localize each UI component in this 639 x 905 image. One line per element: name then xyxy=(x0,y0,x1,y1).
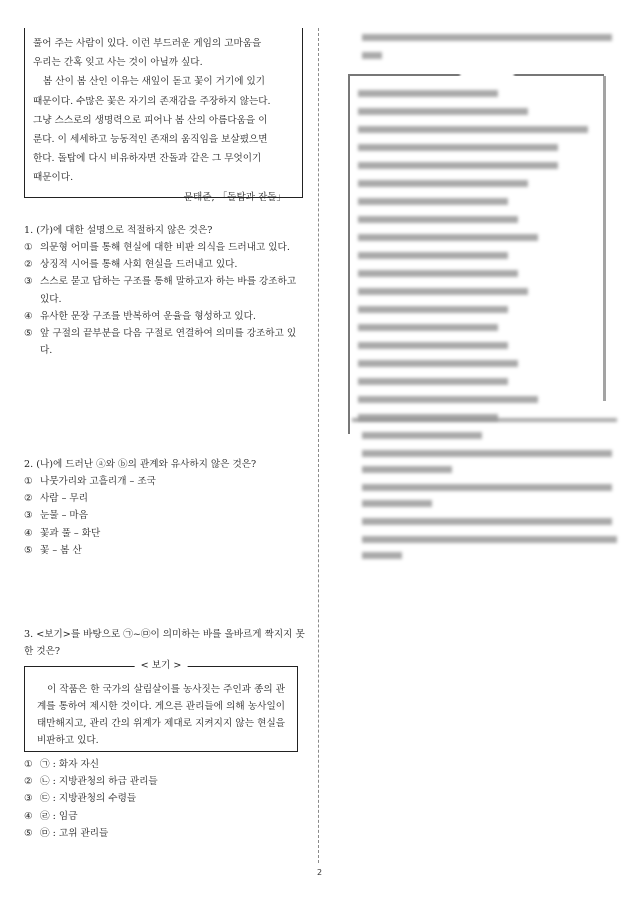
question-2-title: 2. (나)에 드러난 ⓐ와 ⓑ의 관계와 유사하지 않은 것은? xyxy=(24,459,257,470)
choice-text: 스스로 묻고 답하는 구조를 통해 말하고자 하는 바를 강조하고 있다. xyxy=(40,276,297,305)
column-divider xyxy=(318,28,319,863)
choice-text: 앞 구절의 끝부분을 다음 구절로 연결하여 의미를 강조하고 있다. xyxy=(40,328,297,357)
choice-number: ① xyxy=(24,242,33,253)
choice-item[interactable] xyxy=(24,325,306,359)
question-3 xyxy=(24,626,306,660)
passage-line: 그냥 스스로의 생명력으로 피어나 봄 산의 아름다움을 이 xyxy=(33,114,268,126)
redacted-box-label xyxy=(460,69,514,81)
redacted-line xyxy=(358,252,508,259)
redacted-line xyxy=(362,552,402,559)
choice-number: ③ xyxy=(24,276,33,288)
redacted-line xyxy=(358,270,518,277)
choice-text: ㉢ : 지방관청의 수령들 xyxy=(40,793,137,805)
choice-number: ④ xyxy=(24,810,33,822)
choice-item[interactable] xyxy=(24,273,306,307)
choice-item[interactable] xyxy=(24,239,306,256)
passage-line: 풀어 주는 사람이 있다. 이런 부드러운 게임의 고마움을 xyxy=(33,38,262,49)
choice-item[interactable] xyxy=(24,542,306,559)
redacted-line xyxy=(358,396,538,403)
choice-text: ㉠ : 화자 자신 xyxy=(40,759,100,770)
choice-text: 의문형 어미를 통해 현실에 대한 비판 의식을 드러내고 있다. xyxy=(40,242,290,253)
choice-item[interactable] xyxy=(24,525,306,542)
choice-number: ④ xyxy=(24,310,33,322)
redacted-line xyxy=(362,450,612,457)
redacted-line xyxy=(358,288,528,295)
choice-item[interactable] xyxy=(24,490,306,507)
choice-item[interactable] xyxy=(24,473,306,490)
choice-item[interactable] xyxy=(24,507,306,524)
redacted-line xyxy=(358,342,508,349)
redacted-line xyxy=(358,306,508,313)
choice-item[interactable] xyxy=(24,308,306,325)
choice-item[interactable] xyxy=(24,756,306,773)
choice-item[interactable] xyxy=(24,790,306,807)
redacted-line xyxy=(362,466,452,473)
redacted-line xyxy=(362,432,482,439)
choice-text: 눈물 – 마음 xyxy=(40,510,88,522)
redacted-line xyxy=(362,484,612,491)
choice-number: ③ xyxy=(24,510,33,522)
choice-item[interactable] xyxy=(24,256,306,273)
passage-line: 봄 산이 봄 산인 이유는 새잎이 돋고 꽃이 거기에 있기 xyxy=(43,76,266,88)
choice-number: ② xyxy=(24,493,33,505)
redacted-line xyxy=(358,360,518,367)
redacted-line xyxy=(362,536,617,543)
passage-line: 한다. 돌탑에 다시 비유하자면 잔돌과 같은 그 무엇이기 xyxy=(33,153,262,165)
redacted-line xyxy=(358,180,528,187)
choice-number: ① xyxy=(24,476,33,487)
passage-source: – 문태준, 「돌탑과 잔돌」 – xyxy=(175,191,294,203)
redacted-line xyxy=(362,34,612,41)
choice-text: 꽃 – 봄 산 xyxy=(40,544,82,556)
choice-item[interactable] xyxy=(24,808,306,825)
choice-number: ③ xyxy=(24,793,33,805)
choice-text: 꽃과 풀 – 화단 xyxy=(40,527,101,539)
redacted-line xyxy=(358,144,558,151)
redacted-line xyxy=(362,500,432,507)
choice-item[interactable] xyxy=(24,773,306,790)
question-1-title: 1. (가)에 대한 설명으로 적절하지 않은 것은? xyxy=(24,225,213,236)
redacted-line xyxy=(352,418,617,422)
redacted-line xyxy=(358,198,508,205)
choice-number: ⑤ xyxy=(24,827,33,839)
choice-text: 상징적 시어를 통해 사회 현실을 드러내고 있다. xyxy=(40,259,238,271)
choice-number: ⑤ xyxy=(24,328,33,340)
redacted-line xyxy=(358,162,558,169)
choice-text: ㉡ : 지방관청의 하급 관리들 xyxy=(40,776,158,788)
choice-number: ⑤ xyxy=(24,544,33,556)
redacted-line xyxy=(358,324,498,331)
choice-number: ① xyxy=(24,759,33,770)
redacted-line xyxy=(358,108,528,115)
choice-text: 사람 – 무리 xyxy=(40,493,88,505)
bogi-text: 이 작품은 한 국가의 살림살이를 농사짓는 주인과 종의 관계를 통하여 제시한 것이다. 게으른 관리들에 의해 농사일이 태만해지고, 관리 간의 위계가 제대로 지켜지지 않는 현실을 비판하고 있다. xyxy=(37,684,285,746)
choice-number: ② xyxy=(24,776,33,788)
passage-line: 때문이다. xyxy=(33,172,74,184)
redacted-line xyxy=(358,126,588,133)
passage-line: 우리는 간혹 잊고 사는 것이 아닐까 싶다. xyxy=(33,57,203,69)
redacted-box xyxy=(348,74,604,434)
choice-number: ② xyxy=(24,259,33,271)
question-3-choices xyxy=(24,756,306,842)
passage-box xyxy=(24,28,303,203)
choice-text: ㉣ : 임금 xyxy=(40,810,78,822)
choice-item[interactable] xyxy=(24,825,306,842)
redacted-line xyxy=(358,90,498,97)
redacted-box-edge xyxy=(603,76,606,401)
choice-number: ④ xyxy=(24,527,33,539)
choice-text: ㉤ : 고위 관리들 xyxy=(40,827,109,839)
question-2 xyxy=(24,456,306,559)
redacted-line xyxy=(362,52,382,59)
passage-line: 룬다. 이 세세하고 능동적인 존재의 움직임을 보살폈으면 xyxy=(33,134,268,146)
passage-line: 때문이다. 수많은 꽃은 자기의 존재감을 주장하지 않는다. xyxy=(33,95,271,107)
redacted-line xyxy=(358,378,508,385)
redacted-column xyxy=(332,28,622,558)
bogi-box xyxy=(24,660,298,752)
bogi-label: < 보기 > xyxy=(135,659,188,673)
choice-text: 나뭇가리와 고흘리개 – 조국 xyxy=(40,476,156,487)
question-3-title: 3. <보기>를 바탕으로 ㉠~㉤이 의미하는 바를 올바르게 짝지지 못한 것은? xyxy=(24,629,305,657)
question-1 xyxy=(24,222,306,359)
choice-text: 유사한 문장 구조를 반복하여 운율을 형성하고 있다. xyxy=(40,310,256,322)
redacted-line xyxy=(358,216,518,223)
redacted-line xyxy=(358,234,538,241)
page-number: 2 xyxy=(316,868,323,877)
redacted-line xyxy=(362,518,612,525)
